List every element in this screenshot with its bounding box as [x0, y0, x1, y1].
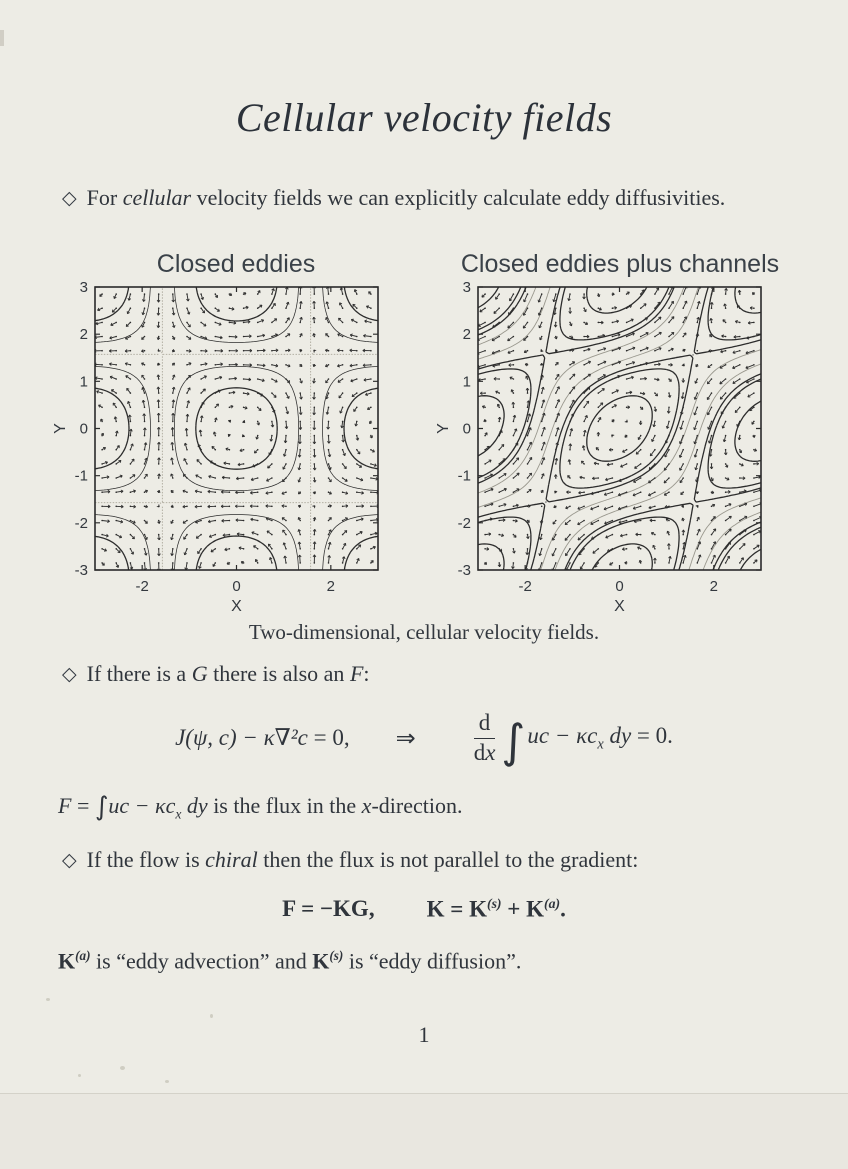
scan-speck	[78, 1074, 81, 1077]
figure-title-closed-eddies-plus-channels: Closed eddies plus channels	[460, 250, 780, 278]
svg-text:2: 2	[326, 578, 336, 595]
svg-text:2: 2	[709, 578, 719, 595]
figure-closed-eddies-plus-channels-plot	[436, 282, 770, 618]
bullet-if-g-then-f	[62, 660, 808, 689]
svg-text:-3: -3	[457, 562, 471, 579]
bullet-text: If there is a G there is also an F:	[86, 661, 370, 686]
bullet-chiral-flow	[62, 846, 808, 875]
implies-arrow-icon: ⇒	[395, 724, 416, 752]
figure-caption: Two-dimensional, cellular velocity fields.	[248, 620, 600, 644]
svg-text:-2: -2	[135, 578, 149, 595]
diamond-bullet-icon: ◇	[62, 849, 77, 871]
scan-speck	[165, 1080, 169, 1083]
bullet-text: For cellular velocity fields we can explicitly calculate eddy diffusivities.	[86, 185, 726, 210]
svg-text:-2: -2	[74, 514, 88, 532]
svg-text:3: 3	[79, 282, 88, 296]
svg-text:0: 0	[79, 420, 88, 438]
svg-text:0: 0	[615, 578, 624, 595]
svg-text:1: 1	[462, 373, 471, 391]
svg-text:2: 2	[79, 326, 88, 344]
svg-text:Y: Y	[436, 423, 452, 434]
page-number: 1	[418, 1022, 430, 1047]
scan-edge-mark	[0, 30, 4, 46]
scan-speck	[210, 1014, 213, 1018]
figure-title-closed-eddies: Closed eddies	[156, 250, 316, 278]
eq2-part2: $K = K^{(s)} + K^{(a)}$.	[426, 896, 566, 922]
diamond-bullet-icon: ◇	[62, 187, 77, 209]
equation-flux-gradient	[0, 896, 848, 923]
svg-text:0: 0	[232, 578, 241, 595]
svg-text:Y: Y	[53, 423, 69, 434]
scan-speck	[46, 998, 50, 1001]
svg-text:X: X	[614, 598, 625, 615]
eq1-lhs: J(ψ, c) − κ∇²c = 0,	[175, 725, 350, 750]
svg-text:0: 0	[462, 420, 471, 438]
d-dx-fraction: $\frac{d}{dx}$	[473, 710, 496, 765]
diamond-bullet-icon: ◇	[62, 663, 77, 685]
page-title: Cellular velocity fields	[235, 95, 613, 140]
svg-text:-2: -2	[457, 514, 471, 532]
svg-text:2: 2	[462, 326, 471, 344]
svg-text:-3: -3	[74, 562, 88, 579]
equation-advection-diffusion: J(ψ, c) − κ∇²c = 0, ⇒ $\frac{d}{dx}$ ∫ uc − $\kappa c_x$ dy = 0.	[175, 710, 673, 768]
svg-text:-2: -2	[518, 578, 532, 595]
figure-closed-eddies-plot	[53, 282, 387, 618]
svg-text:1: 1	[79, 373, 88, 391]
bullet-eddy-diffusivities	[62, 184, 808, 213]
svg-text:-1: -1	[74, 467, 88, 485]
eq2-part1: F = −KG,	[282, 896, 375, 922]
eddy-advection-diffusion-line: $K^{(a)}$ is “eddy advection” and $K^{(s)}$ is “eddy diffusion”.	[58, 948, 522, 974]
bullet-text: If the flow is chiral then the flux is not parallel to the gradient:	[86, 847, 639, 872]
fraction-denominator: dx	[473, 739, 496, 765]
eq1-rhs: uc − $\kappa c_x$ dy = 0.	[527, 722, 673, 753]
svg-text:3: 3	[462, 282, 471, 296]
scan-speck	[120, 1066, 125, 1070]
flux-definition-line: $F = \int uc - \kappa c_x$ dy is the flux in the x-direction.	[58, 792, 463, 822]
scan-bottom-edge	[0, 1093, 848, 1169]
integral-icon: ∫	[94, 792, 109, 822]
svg-text:X: X	[231, 598, 242, 615]
svg-text:-1: -1	[457, 467, 471, 485]
